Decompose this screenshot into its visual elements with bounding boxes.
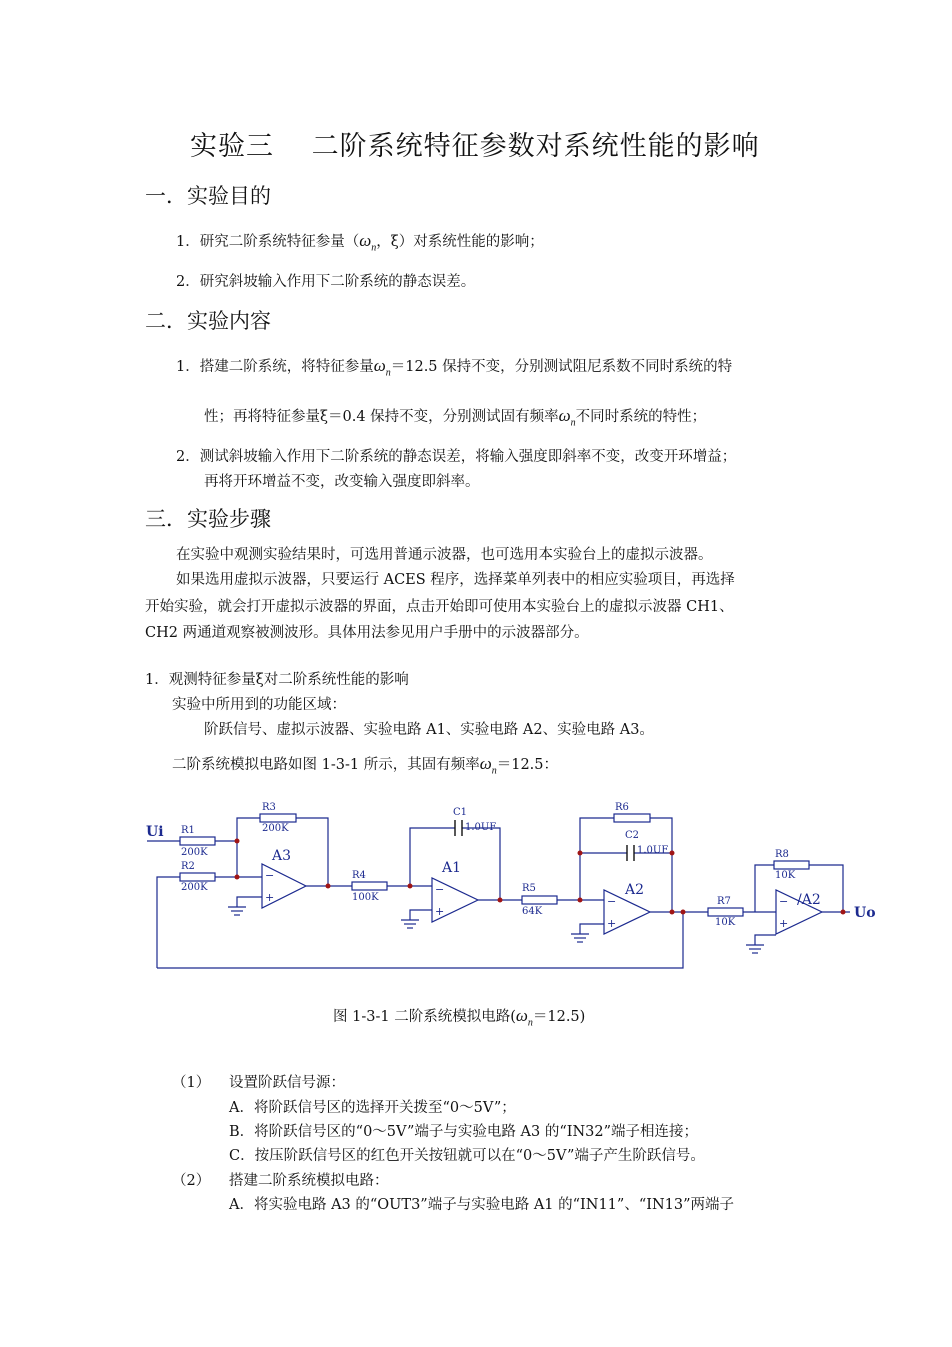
step-1-title: 设置阶跃信号源： — [229, 1075, 345, 1091]
sec2-item-2-line2: 再将开环增益不变，改变输入强度即斜率。 — [204, 474, 480, 490]
label-r2: R2 — [181, 861, 195, 872]
ground-icon — [228, 907, 246, 915]
label-c2: C2 — [625, 830, 640, 841]
resistor-r3 — [260, 814, 296, 822]
step-2-a: A．将实验电路 A3 的“OUT3”端子与实验电路 A1 的“IN11”、“IN13”两端子 — [229, 1197, 735, 1213]
opamp-a1-minus: − — [435, 883, 445, 896]
omega-sub: n — [570, 417, 576, 429]
sec1-item-2: 2．研究斜坡输入作用下二阶系统的静态误差。 — [176, 274, 476, 290]
sec2-item1-b: ＝12.5 保持不变，分别测试阻尼系数不同时系统的特 — [390, 359, 733, 375]
label-a2: A2 — [625, 882, 645, 898]
figure-caption — [333, 1005, 585, 1028]
label-r7: R7 — [717, 896, 731, 907]
label-a3: A3 — [272, 848, 292, 864]
omega-sub: n — [491, 765, 497, 777]
step-1-heading: 1．观测特征参量ξ对二阶系统性能的影响 — [145, 672, 409, 688]
omega-n-symbol — [515, 1006, 533, 1029]
label-r1: R1 — [181, 825, 195, 836]
page-title: 实验三 二阶系统特征参数对系统性能的影响 — [190, 131, 760, 162]
step-1-b: B．将阶跃信号区的“0～5V”端子与实验电路 A3 的“IN32”端子相连接； — [229, 1124, 699, 1140]
resistor-r1 — [180, 837, 215, 845]
label-r8: R8 — [775, 849, 789, 860]
circuit-intro-a: 二阶系统模拟电路如图 1-3-1 所示，其固有频率 — [172, 757, 480, 773]
label-r5-value: 64K — [522, 906, 543, 917]
label-r4-value: 100K — [352, 892, 379, 903]
sec3-para-2-line2: 开始实验，就会打开虚拟示波器的界面，点击开始即可使用本实验台上的虚拟示波器 CH1、 — [145, 599, 734, 615]
step-1-area-list: 阶跃信号、虚拟示波器、实验电路 A1、实验电路 A2、实验电路 A3。 — [204, 722, 654, 738]
omega-sub: n — [385, 367, 391, 379]
ground-icon — [746, 945, 764, 953]
resistor-r2 — [180, 873, 215, 881]
label-c2-value: 1.0UF — [637, 845, 669, 856]
step-1-number: （1） — [172, 1075, 211, 1091]
label-r5: R5 — [522, 883, 536, 894]
resistor-r5 — [522, 896, 557, 904]
label-r1-value: 200K — [181, 847, 208, 858]
section-1-heading: 一．实验目的 — [145, 184, 271, 208]
ground-icon — [401, 920, 419, 928]
opamp-a1-plus: + — [435, 905, 445, 918]
label-r3-value: 200K — [262, 823, 289, 834]
section-2-heading: 二．实验内容 — [145, 309, 271, 333]
label-r8-value: 10K — [775, 870, 796, 881]
omega-sub: n — [527, 1017, 533, 1029]
caption-b: ＝12.5) — [532, 1009, 586, 1025]
section-3-heading: 三．实验步骤 — [145, 507, 271, 531]
sec3-para-1: 在实验中观测实验结果时，可选用普通示波器，也可选用本实验台上的虚拟示波器。 — [176, 547, 713, 563]
circuit-labels — [146, 802, 876, 930]
resistor-r7 — [708, 908, 743, 916]
label-r2-value: 200K — [181, 882, 208, 893]
circuit-wires — [147, 818, 850, 968]
opamp-a2-plus: + — [607, 917, 617, 930]
resistor-r4 — [352, 882, 387, 890]
label-r6: R6 — [615, 802, 629, 813]
label-r3: R3 — [262, 802, 276, 813]
omega-char: ω — [359, 231, 372, 250]
sec1-item1-text-b: ，ξ）对系统性能的影响； — [376, 234, 544, 250]
caption-a: 图 1-3-1 二阶系统模拟电路( — [333, 1009, 516, 1025]
step-2-title: 搭建二阶系统模拟电路： — [229, 1173, 389, 1189]
label-a2b: /A2 — [797, 892, 821, 908]
omega-char: ω — [479, 754, 492, 773]
label-ui: Ui — [146, 824, 164, 840]
label-r7-value: 10K — [715, 917, 736, 928]
ground-icon — [571, 934, 589, 942]
label-uo: Uo — [854, 905, 876, 921]
resistor-r8 — [774, 861, 809, 869]
omega-char: ω — [373, 356, 386, 375]
sec2-item1-a: 1．搭建二阶系统，将特征参量 — [176, 359, 374, 375]
sec3-para-2-line1: 如果选用虚拟示波器，只要运行 ACES 程序，选择菜单列表中的相应实验项目，再选择 — [176, 572, 735, 588]
step-1-c: C．按压阶跃信号区的红色开关按钮就可以在“0～5V”端子产生阶跃信号。 — [229, 1148, 705, 1164]
omega-char: ω — [515, 1006, 528, 1025]
sec1-item1-text-a: 1．研究二阶系统特征参量（ — [176, 234, 360, 250]
omega-char: ω — [558, 406, 571, 425]
opamp-a3-minus: − — [265, 869, 275, 882]
label-c1: C1 — [453, 807, 468, 818]
opamp-a3-plus: + — [265, 891, 275, 904]
step-1-a: A．将阶跃信号区的选择开关拨至“0～5V”； — [229, 1100, 516, 1116]
label-c1-value: 1.0UF — [465, 822, 497, 833]
step-2-number: （2） — [172, 1173, 211, 1189]
label-r4: R4 — [352, 870, 366, 881]
omega-sub: n — [371, 242, 377, 254]
sec2-item-2-line1: 2．测试斜坡输入作用下二阶系统的静态误差，将输入强度即斜率不变，改变开环增益； — [176, 449, 737, 465]
opamp-a2b-minus: − — [779, 895, 789, 908]
label-a1: A1 — [442, 860, 462, 876]
sec3-para-2-line3: CH2 两通道观察被测波形。具体用法参见用户手册中的示波器部分。 — [145, 625, 589, 641]
sec2-item1-c: 性；再将特征参量ξ＝0.4 保持不变，分别测试固有频率 — [204, 409, 559, 425]
step-1-area-label: 实验中所用到的功能区域： — [172, 697, 346, 713]
resistor-r6 — [614, 814, 650, 822]
opamp-a2-minus: − — [607, 895, 617, 908]
circuit-intro-b: ＝12.5： — [496, 757, 559, 773]
sec2-item1-d: 不同时系统的特性； — [575, 409, 707, 425]
opamp-a2b-plus: + — [779, 917, 789, 930]
